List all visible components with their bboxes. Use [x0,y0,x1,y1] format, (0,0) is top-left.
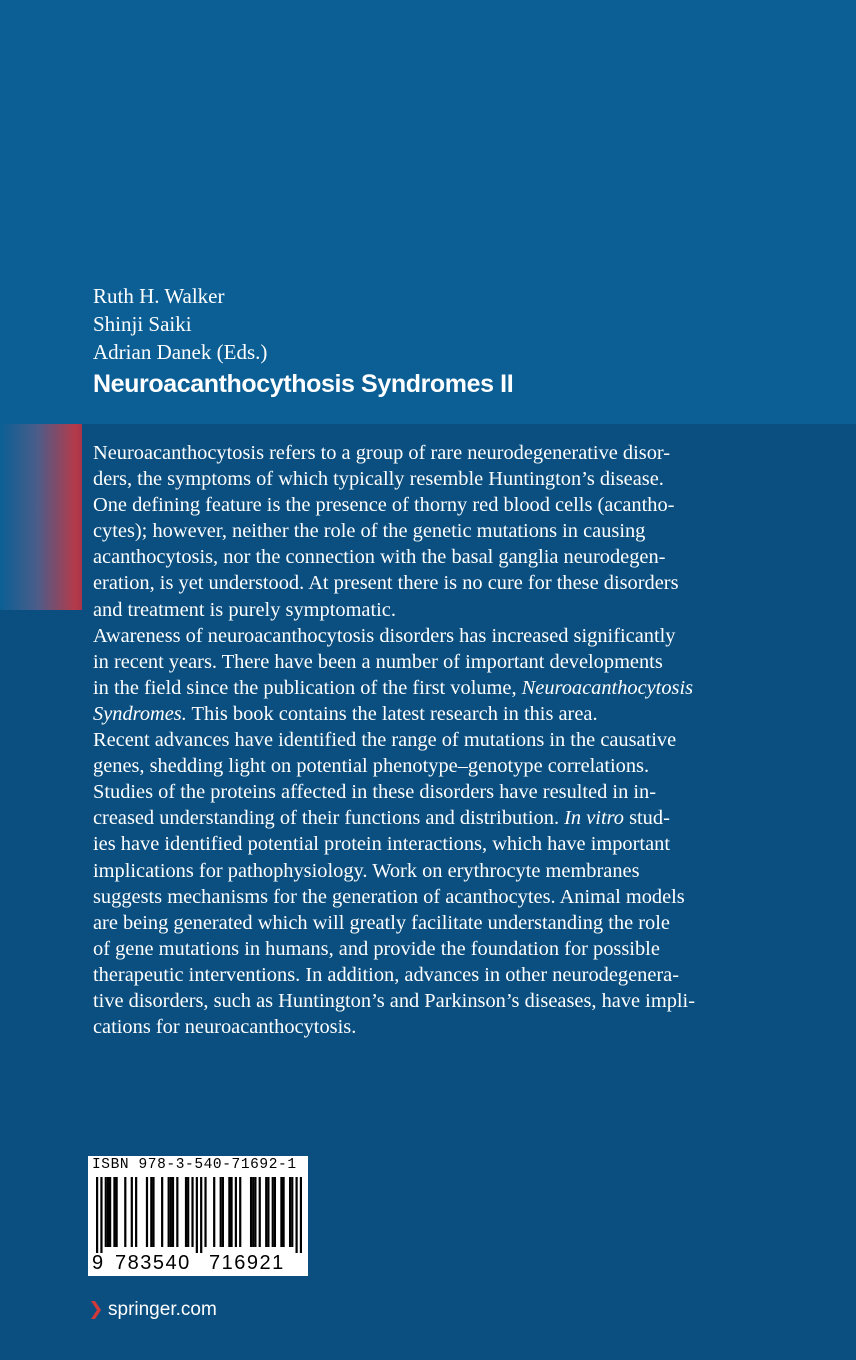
barcode-bar [200,1177,202,1253]
barcode-bar [272,1177,274,1247]
barcode-bar [170,1177,172,1247]
barcode-bar [135,1177,137,1247]
blurb-segment: acanthocytosis, nor the connection with the basal ganglia neurodegen- [93,546,666,569]
barcode-bar [289,1177,291,1247]
barcode-bar [124,1177,126,1247]
blurb-line [93,962,763,988]
barcode-bars [96,1177,302,1253]
blurb-segment: therapeutic interventions. In addition, advances in other neurodegenera- [93,963,680,986]
blurb-line [93,936,763,962]
barcode-bar [220,1177,222,1247]
barcode-bar [213,1177,215,1247]
barcode-bar [185,1177,187,1247]
accent-side-bar [0,424,82,610]
barcode-bar [161,1177,163,1247]
blurb-line [93,988,763,1014]
blurb-text [93,440,763,1040]
blurb-segment: implications for pathophysiology. Work on erythrocyte membranes [93,859,640,882]
isbn-barcode [88,1156,308,1276]
barcode-bar [168,1177,170,1247]
blurb-italic-segment: Syndromes. [93,702,187,725]
blurb-line [93,675,763,701]
blurb-segment: Studies of the proteins affected in these disorders have resulted in in- [93,781,657,804]
barcode-bar [152,1177,154,1247]
barcode-bar [187,1177,189,1247]
blurb-italic-segment: In vitro [564,807,624,830]
publisher-link[interactable] [90,1299,217,1321]
barcode-bar [280,1177,282,1247]
barcode-bar [222,1177,224,1247]
blurb-line [93,779,763,805]
barcode-bar [267,1177,269,1247]
book-title: Neuroacanthocythosis Syndromes II [93,370,514,398]
barcode-bar [228,1177,230,1247]
blurb-line [93,701,763,727]
blurb-line [93,831,763,857]
barcode-bar [107,1177,109,1247]
editors-list [93,282,267,366]
barcode-bar [100,1177,102,1253]
blurb-segment: eration, is yet understood. At present there is no cure for these disorders [93,572,679,595]
editor-name: Adrian Danek (Eds.) [93,340,268,364]
blurb-segment: tive disorders, such as Huntington’s and Parkinson’s diseases, have impli- [93,989,696,1012]
barcode-bar [252,1177,254,1247]
publisher-url[interactable]: springer.com [108,1299,217,1320]
blurb-segment: Recent advances have identified the range of mutations in the causative [93,729,677,752]
blurb-segment: are being generated which will greatly facilitate understanding the role [93,911,670,934]
blurb-line [93,597,763,623]
blurb-segment: creased understanding of their functions and distribution. [93,807,565,830]
blurb-line [93,884,763,910]
barcode-bar [131,1177,133,1247]
barcode-bar [105,1177,107,1247]
blurb-segment: This book contains the latest research in this area. [186,702,598,725]
barcode-bar [150,1177,152,1247]
barcode-bar [254,1177,256,1247]
blurb-segment: Awareness of neuroacanthocytosis disorders has increased significantly [93,624,676,647]
barcode-bar [291,1177,293,1247]
barcode-bar [196,1177,198,1253]
ean-left-digits: 783540 [115,1252,191,1274]
blurb-line [93,466,763,492]
blurb-line [93,910,763,936]
barcode-bar [176,1177,178,1247]
blurb-segment: in recent years. There have been a number of important developments [93,650,663,673]
editor-name: Ruth H. Walker [93,284,225,308]
blurb-segment: of gene mutations in humans, and provide the foundation for possible [93,937,660,960]
barcode-bar [230,1177,232,1247]
ean-right-digits: 716921 [209,1252,285,1274]
blurb-line [93,1014,763,1040]
blurb-line [93,440,763,466]
blurb-segment: in the field since the publication of the first volume, [93,676,522,699]
barcode-bar [204,1177,206,1247]
barcode-bar [113,1177,115,1247]
barcode-bar [116,1177,118,1247]
barcode-bar [109,1177,111,1247]
barcode-bar [259,1177,261,1247]
blurb-segment: stud- [623,807,670,830]
blurb-line [93,623,763,649]
barcode-bar [191,1177,193,1247]
barcode-bar [295,1177,297,1253]
barcode-bar [235,1177,237,1247]
blurb-segment: cytes); however, neither the role of the genetic mutations in causing [93,520,646,543]
blurb-segment: ders, the symptoms of which typically resemble Huntington’s disease. [93,468,664,491]
blurb-line [93,570,763,596]
isbn-label: ISBN 978-3-540-71692-1 [92,1157,297,1173]
blurb-segment: Neuroacanthocytosis refers to a group of rare neurodegenerative disor- [93,442,671,464]
chevron-right-icon [90,1300,102,1320]
blurb-line [93,492,763,518]
blurb-line [93,544,763,570]
barcode-bar [239,1177,241,1247]
blurb-segment: ies have identified potential protein interactions, which have important [93,833,670,856]
blurb-segment: One defining feature is the presence of thorny red blood cells (acantho- [93,494,675,517]
blurb-segment: genes, shedding light on potential phenotype–genotype correlations. [93,755,650,778]
barcode-bar [300,1177,302,1253]
barcode-bar [274,1177,276,1247]
barcode-bar [172,1177,174,1247]
blurb-line [93,649,763,675]
editor-name: Shinji Saiki [93,312,192,336]
barcode-bar [265,1177,267,1247]
blurb-line [93,753,763,779]
blurb-line [93,518,763,544]
blurb-italic-segment: Neuroacanthocytosis [521,676,694,699]
blurb-segment: cations for neuroacanthocytosis. [93,1016,357,1039]
blurb-line [93,805,763,831]
ean-first-digit: 9 [92,1252,104,1274]
blurb-segment: suggests mechanisms for the generation of acanthocytes. Animal models [93,885,685,908]
blurb-line [93,858,763,884]
barcode-bar [282,1177,284,1247]
blurb-segment: and treatment is purely symptomatic. [93,598,396,621]
barcode-bar [250,1177,252,1247]
barcode-bar [96,1177,98,1253]
barcode-bar [146,1177,148,1247]
blurb-line [93,727,763,753]
